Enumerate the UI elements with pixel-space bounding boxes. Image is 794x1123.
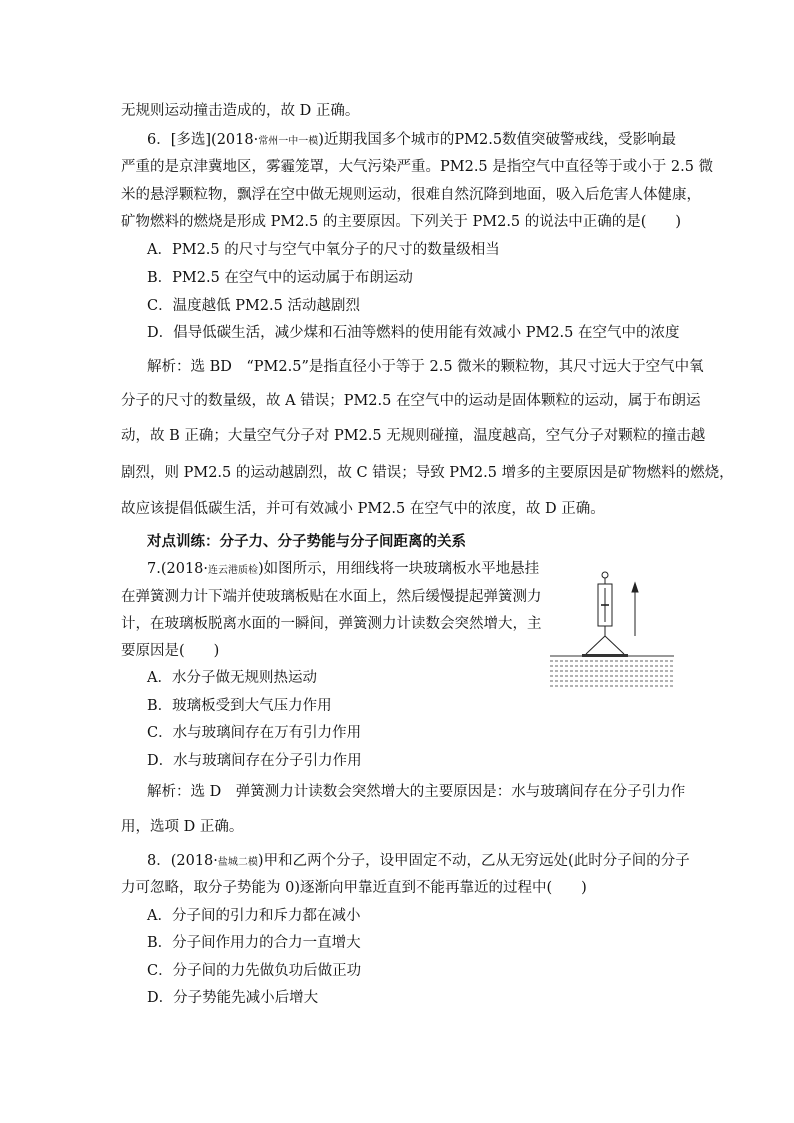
source-note: 常州一中一模 [258, 136, 319, 147]
water-surface [550, 656, 674, 686]
text-segment: A．PM2.5 的尺寸与空气中氧分子的尺寸的数量级相当 [147, 242, 500, 258]
text-segment: 解析：选 BD “PM2.5”是指直径小于等于 2.5 微米的颗粒物，其尺寸远大于空气中氧 [147, 359, 704, 375]
text-segment: )甲和乙两个分子，设甲固定不动，乙从无穷远处(此时分子间的分子 [257, 853, 690, 869]
text-line [147, 851, 690, 873]
text-line [147, 130, 676, 152]
text-segment: 动，故 B 正确；大量空气分子对 PM2.5 无规则碰撞，温度越高，空气分子对颗粒的撞击越 [121, 428, 706, 444]
text-segment: 8．(2018· [147, 853, 218, 869]
source-note: 连云港质检 [208, 565, 259, 576]
text-line [147, 751, 362, 771]
text-line [147, 696, 332, 716]
text-line [121, 641, 219, 661]
text-line [147, 782, 685, 802]
text-line [121, 817, 243, 837]
text-line [147, 357, 704, 377]
text-segment: A．分子间的引力和斥力都在减小 [147, 908, 361, 924]
text-segment: C．温度越低 PM2.5 活动越剧烈 [147, 298, 360, 314]
lift-arrow-icon [632, 583, 638, 636]
text-segment: 严重的是京津冀地区，雾霾笼罩，大气污染严重。PM2.5 是指空气中直径等于或小于 2.5 微 [121, 159, 714, 175]
text-segment: C．分子间的力先做负功后做正功 [147, 963, 362, 979]
text-segment: 力可忽略，取分子势能为 0)逐渐向甲靠近直到不能再靠近的过程中( ) [121, 880, 587, 896]
text-segment: 剧烈，则 PM2.5 的运动越剧烈，故 C 错误；导致 PM2.5 增多的主要原因是矿物燃料的燃烧， [121, 465, 734, 481]
text-line [121, 587, 542, 607]
text-segment: 无规则运动撞击造成的，故 D 正确。 [121, 103, 360, 119]
text-segment: 要原因是( ) [121, 643, 220, 659]
text-line [147, 296, 360, 316]
text-line [121, 391, 700, 411]
text-segment: 6．[多选](2018· [147, 132, 259, 148]
text-segment: B．玻璃板受到大气压力作用 [147, 698, 332, 714]
spring-scale-icon [598, 572, 612, 636]
text-line [121, 185, 701, 205]
text-segment: )近期我国多个城市的PM2.5数值突破警戒线，受影响最 [318, 132, 677, 148]
text-line [121, 878, 587, 898]
text-segment: D．水与玻璃间存在分子引力作用 [147, 753, 362, 769]
text-segment: D．倡导低碳生活，减少煤和石油等燃料的使用能有效减小 PM2.5 在空气中的浓度 [147, 325, 680, 341]
text-segment: C．水与玻璃间存在万有引力作用 [147, 725, 362, 741]
text-segment: B．PM2.5 在空气中的运动属于布朗运动 [147, 270, 413, 286]
text-line [121, 157, 713, 177]
text-line [147, 961, 361, 981]
text-line [147, 240, 500, 260]
suspension-threads [586, 636, 624, 654]
text-segment: 用，选项 D 正确。 [121, 819, 244, 835]
text-line [121, 463, 734, 483]
text-line [121, 614, 542, 634]
text-segment: 7.(2018· [147, 561, 209, 577]
text-line [147, 988, 318, 1008]
source-note: 盐城二模 [217, 857, 258, 868]
text-segment: B．分子间作用力的合力一直增大 [147, 935, 361, 951]
text-segment: 矿物燃料的燃烧是形成 PM2.5 的主要原因。下列关于 PM2.5 的说法中正确的是( ) [121, 214, 682, 230]
text-line [147, 933, 361, 953]
text-segment: 故应该提倡低碳生活，并可有效减小 PM2.5 在空气中的浓度，故 D 正确。 [121, 501, 605, 517]
text-line [121, 101, 359, 121]
text-segment: )如图所示，用细线将一块玻璃板水平地悬挂 [258, 561, 540, 577]
text-line [147, 532, 466, 552]
text-segment: 计，在玻璃板脱离水面的一瞬间，弹簧测力计读数会突然增大，主 [121, 616, 542, 632]
text-segment: 在弹簧测力计下端并使玻璃板贴在水面上，然后缓慢提起弹簧测力 [121, 589, 542, 605]
text-line [147, 906, 360, 926]
text-line [147, 323, 680, 343]
text-segment: D．分子势能先减小后增大 [147, 990, 319, 1006]
text-line [147, 268, 413, 288]
text-segment: 解析：选 D 弹簧测力计读数会突然增大的主要原因是：水与玻璃间存在分子引力作 [147, 784, 686, 800]
spring-scale-glass-plate-figure [548, 570, 676, 692]
text-segment: 米的悬浮颗粒物，飘浮在空中做无规则运动，很难自然沉降到地面，吸入后危害人体健康， [121, 187, 701, 203]
text-line [147, 668, 317, 688]
text-segment: A．水分子做无规则热运动 [147, 670, 317, 686]
text-segment: 对点训练：分子力、分子势能与分子间距离的关系 [147, 533, 466, 550]
text-segment: 分子的尺寸的数量级，故 A 错误；PM2.5 在空气中的运动是固体颗粒的运动，属于布朗运 [121, 393, 701, 409]
text-line [121, 499, 605, 519]
text-line [147, 723, 361, 743]
text-line [147, 559, 539, 581]
text-line [121, 212, 681, 232]
text-line [121, 426, 705, 446]
